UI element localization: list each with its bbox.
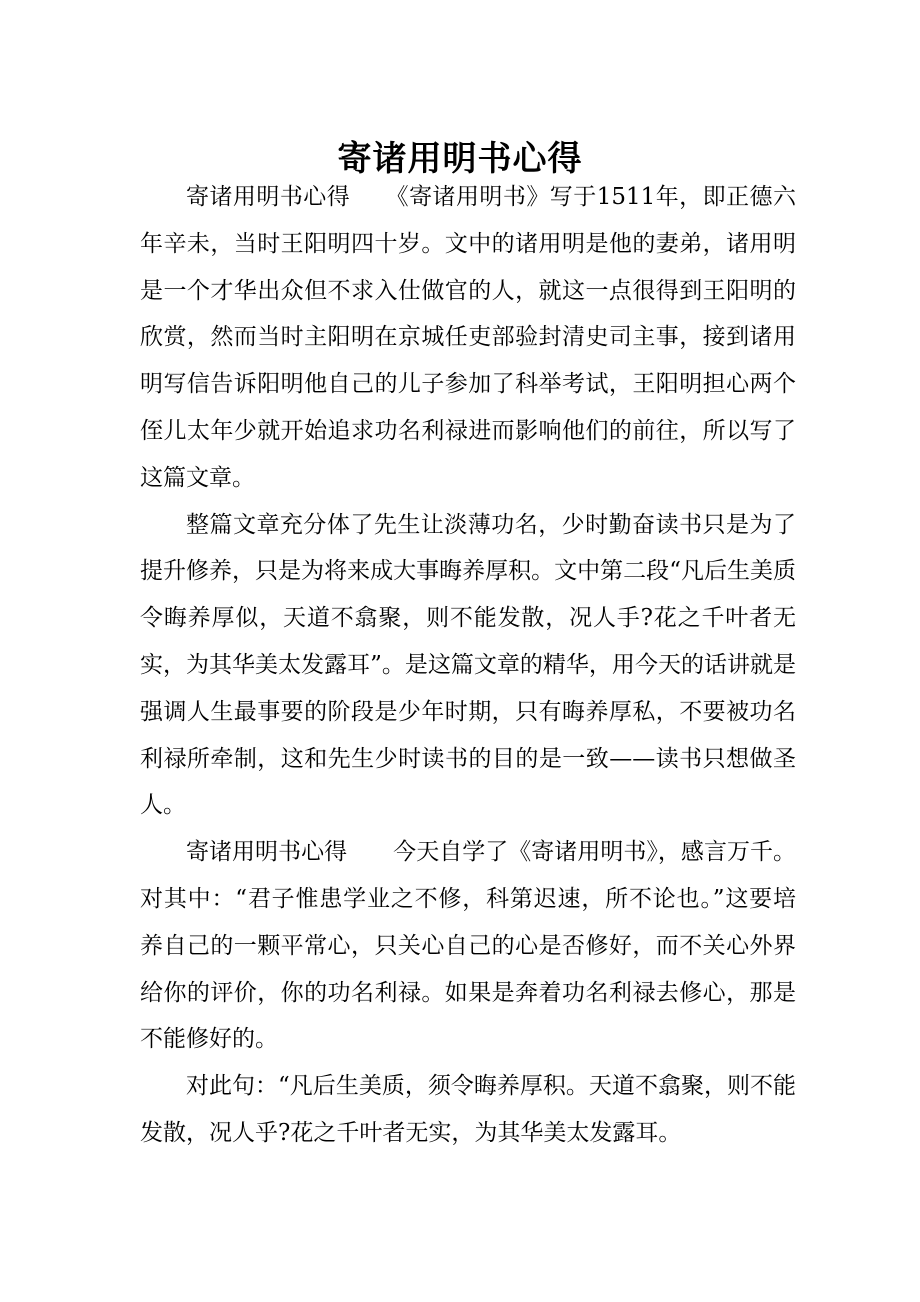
paragraph-1: 寄诸用明书心得 《寄诸用明书》写于1511年，即正德六年辛未，当时王阳明四十岁。文中的诸用明是他的妻弟，诸用明是一个才华出众但不求入仕做官的人，就这一点很得到王阳明的欣赏，然而当时主阳明在京城任吏部验封清史司主事，接到诸用明写信告诉阳明他自己的儿子参加了科举考试，王阳明担心两个侄儿太年少就开始追求功名利禄进而影响他们的前往，所以写了这篇文章。 xyxy=(140,184,796,491)
paragraph-2: 整篇文章充分体了先生让淡薄功名，少时勤奋读书只是为了提升修养，只是为将来成大事晦养厚积。文中第二段“凡后生美质令晦养厚似，天道不翕聚，则不能发散，况人手?花之千叶者无实，为其华美太发露耳”。是这篇文章的精华，用今天的话讲就是强调人生最事要的阶段是少年时期，只有晦养厚私，不要被功名利禄所牵制，这和先生少时读书的目的是一致——读书只想做圣人。 xyxy=(140,511,796,819)
paragraph-3: 寄诸用明书心得 今天自学了《寄诸用明书》，感言万千。对其中：“君子惟患学业之不修，科第迟速，所不论也。”这要培养自己的一颗平常心，只关心自己的心是否修好，而不关心外界给你的评价，你的功名利禄。如果是奔着功名利禄去修心，那是不能修好的。 xyxy=(140,839,796,1053)
document-body xyxy=(140,174,796,1157)
document-title: 寄诸用明书心得 xyxy=(337,138,583,179)
paragraph-4: 对此句：“凡后生美质，须令晦养厚积。天道不翕聚，则不能发散，况人乎?花之千叶者无实，为其华美太发露耳。 xyxy=(140,1073,796,1146)
